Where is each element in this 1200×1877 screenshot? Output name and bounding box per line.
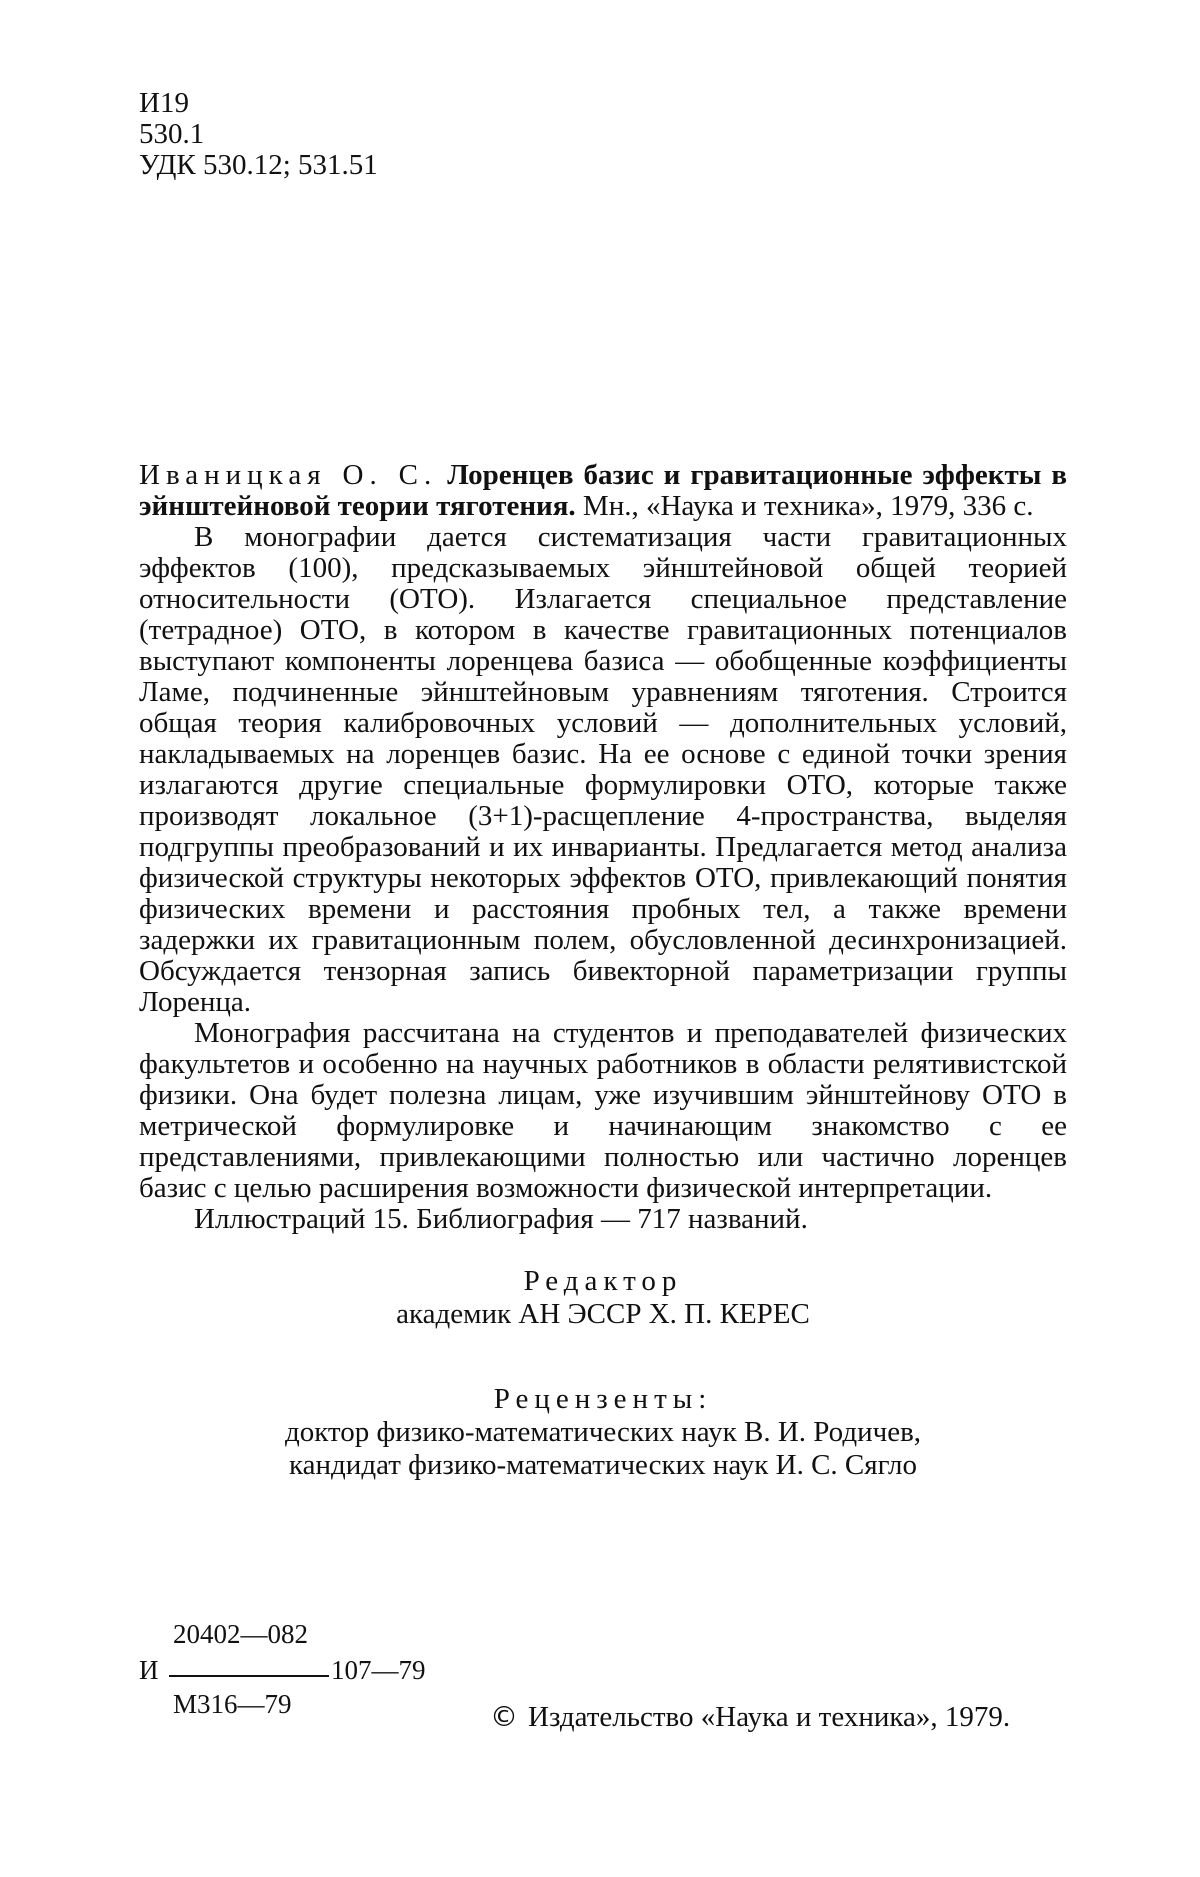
- citation-author: Иваницкая О. С.: [139, 459, 438, 491]
- index-code-fraction-line: [169, 1675, 329, 1677]
- udk-code: УДК 530.12; 531.51: [139, 149, 378, 181]
- copyright-icon: ©: [490, 1700, 518, 1733]
- editor-block: [139, 1265, 1067, 1331]
- reviewer-1: доктор физико-математических наук В. И. Родичев,: [284, 1416, 922, 1448]
- copyright-text: Издательство «Наука и техника», 1979.: [528, 1701, 1011, 1733]
- classification-codes: [139, 88, 378, 181]
- index-code-right: 107—79: [331, 1655, 426, 1685]
- bibliographic-citation: [139, 460, 1067, 522]
- index-code-bottom: М316—79: [173, 1689, 292, 1719]
- citation-publication: Мн., «Наука и техника», 1979, 336 с.: [582, 490, 1034, 522]
- abstract-paragraph-3: Иллюстраций 15. Библиография — 717 названий.: [194, 1203, 808, 1235]
- abstract-paragraph-1: В монографии дается систематизация части гравитационных эффектов (100), предсказываемых эйнштейновой общей теорией относительности (ОТО). Излагается специальное представление (тетрадное) ОТО, в котором в качестве гравитационных потенциалов выступают компоненты лоренцева базиса — обобщенные коэффициенты Ламе, подчиненные эйнштейновым уравнениям тяготения. Строится общая теория калибровочных условий — дополнительных условий, накладываемых на лоренцев базис. На ее основе с единой точки зрения излагаются другие специальные формулировки ОТО, которые также производят локальное (3+1)-расщепление 4-пространства, выделяя подгруппы преобразований и их инварианты. Предлагается метод анализа физической структуры некоторых эффектов ОТО, привлекающий понятия физических времени и расстояния пробных тел, а также времени задержки их гравитационным полем, обусловленной десинхронизацией. Обсуждается тензорная запись бивекторной параметризации группы Лоренца.: [139, 521, 1067, 1018]
- publisher-index-code: [139, 1617, 459, 1737]
- citation-title: Лоренцев базис и гравитационные эффекты в эйнштейновой теории тяготения.: [139, 459, 1067, 522]
- abstract-paragraph-2: Монография рассчитана на студентов и преподавателей физических факультетов и особенно на научных работников в области релятивистской физики. Она будет полезна лицам, уже изучившим эйнштейнову ОТО в метрической формулировке и начинающим знакомство с ее представлениями, привлекающими полностью или частично лоренцев базис с целью расширения возможности физической интерпретации.: [139, 1017, 1067, 1204]
- index-code-top: 20402—082: [173, 1619, 308, 1649]
- index-code-letter: И: [139, 1655, 159, 1685]
- bbk-code: 530.1: [139, 118, 205, 150]
- reviewers-heading: Рецензенты:: [493, 1383, 713, 1415]
- library-code: И19: [139, 87, 189, 119]
- reviewers-block: [139, 1383, 1067, 1482]
- editor-heading: Редактор: [523, 1265, 683, 1297]
- editor-name: академик АН ЭССР Х. П. КЕРЕС: [396, 1298, 810, 1330]
- reviewer-2: кандидат физико-математических наук И. С. Сягло: [289, 1449, 917, 1481]
- copyright-line: [490, 1700, 1010, 1734]
- abstract-block: [139, 460, 1067, 1235]
